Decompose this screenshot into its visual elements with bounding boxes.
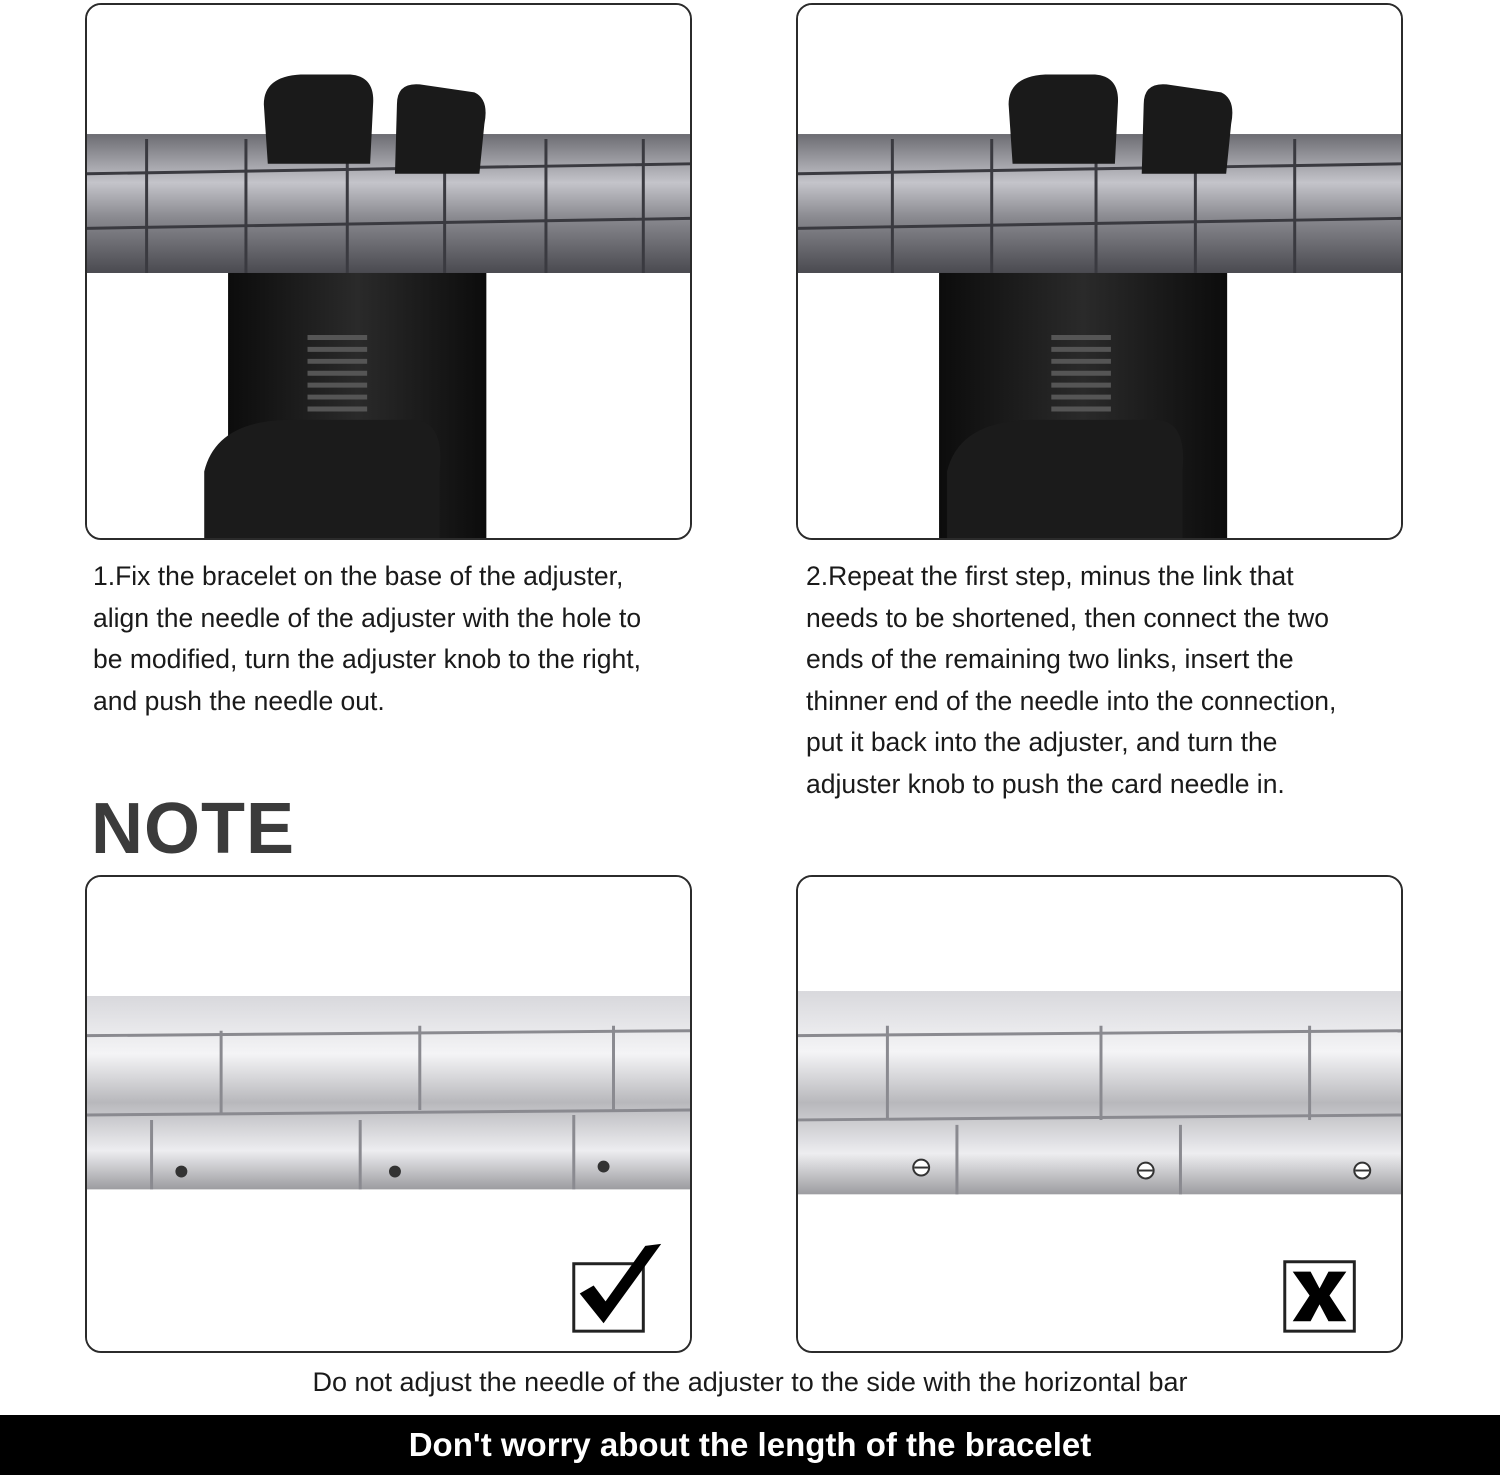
banner-text: Don't worry about the length of the bracelet xyxy=(408,1426,1092,1463)
note-caption: Do not adjust the needle of the adjuster to the side with the horizontal bar xyxy=(312,1367,1188,1397)
note-heading: NOTE xyxy=(91,789,296,869)
bracelet-on-adjuster-photo xyxy=(798,5,1401,538)
step1-photo xyxy=(85,3,692,540)
bottom-banner xyxy=(0,1415,1500,1475)
wrong-side-photo xyxy=(796,875,1403,1353)
bracelet-hole-side-photo xyxy=(87,877,690,1351)
step1-instruction: 1.Fix the bracelet on the base of the adjuster, align the needle of the adjuster with the hole to be modified, turn the adjuster knob to the right, and push the needle out. xyxy=(93,561,642,716)
correct-side-photo xyxy=(85,875,692,1353)
bracelet-on-adjuster-photo xyxy=(87,5,690,538)
x-box-icon xyxy=(1285,1262,1355,1331)
bracelet-bar-side-photo xyxy=(798,877,1401,1351)
step2-instruction: 2.Repeat the first step, minus the link that needs to be shortened, then connect the two ends of the remaining two links, insert the thinner end of the needle into the connection, put it back into the adjuster, and turn the adjuster knob to push the card needle in. xyxy=(806,561,1337,799)
step2-photo xyxy=(796,3,1403,540)
